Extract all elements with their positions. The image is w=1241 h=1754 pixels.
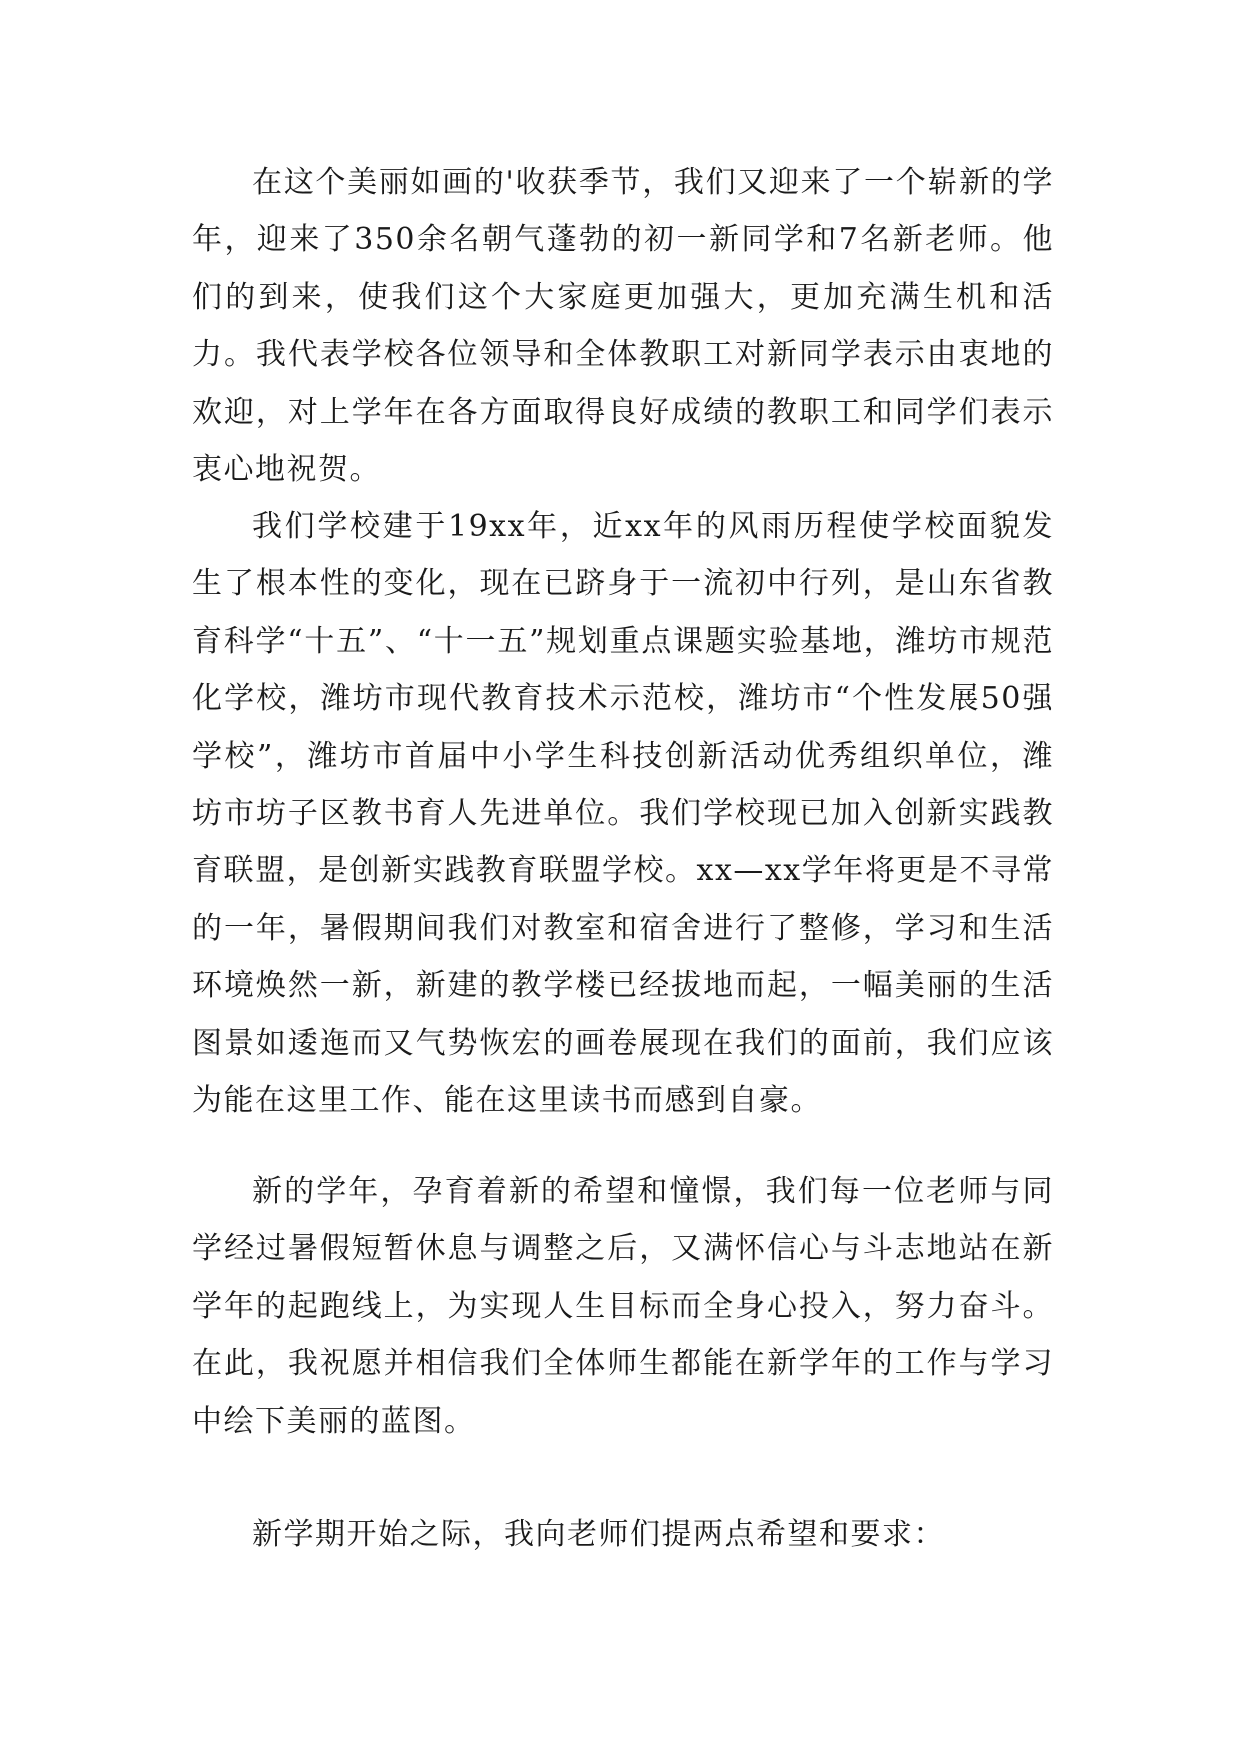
paragraph-school-history: 我们学校建于19xx年，近xx年的风雨历程使学校面貌发生了根本性的变化，现在已跻身于一流初中行列，是山东省教育科学“十五”、“十一五”规划重点课题实验基地，潍坊市规范化学校，潍坊市现代教育技术示范校，潍坊市“个性发展50强学校”，潍坊市首届中小学生科技创新活动优秀组织单位，潍坊市坊子区教书育人先进单位。我们学校现已加入创新实践教育联盟，是创新实践教育联盟学校。xx—xx学年将更是不寻常的一年，暑假期间我们对教室和宿舍进行了整修，学习和生活环境焕然一新，新建的教学楼已经拔地而起，一幅美丽的生活图景如逶迤而又气势恢宏的画卷展现在我们的面前，我们应该为能在这里工作、能在这里读书而感到自豪。 [192, 509, 1054, 1119]
paragraph-welcome: 在这个美丽如画的'收获季节，我们又迎来了一个崭新的学年，迎来了350余名朝气蓬勃的初一新同学和7名新老师。他们的到来，使我们这个大家庭更加强大，更加充满生机和活力。我代表学校各位领导和全体教职工对新同学表示由衷地的欢迎，对上学年在各方面取得良好成绩的教职工和同学们表示衷心地祝贺。 [192, 165, 1054, 488]
paragraph-new-year-hopes: 新的学年，孕育着新的希望和憧憬，我们每一位老师与同学经过暑假短暂休息与调整之后，又满怀信心与斗志地站在新学年的起跑线上，为实现人生目标而全身心投入，努力奋斗。在此，我祝愿并相信我们全体师生都能在新学年的工作与学习中绘下美丽的蓝图。 [192, 1174, 1054, 1439]
paragraph-requirements-intro: 新学期开始之际，我向老师们提两点希望和要求： [252, 1517, 945, 1552]
